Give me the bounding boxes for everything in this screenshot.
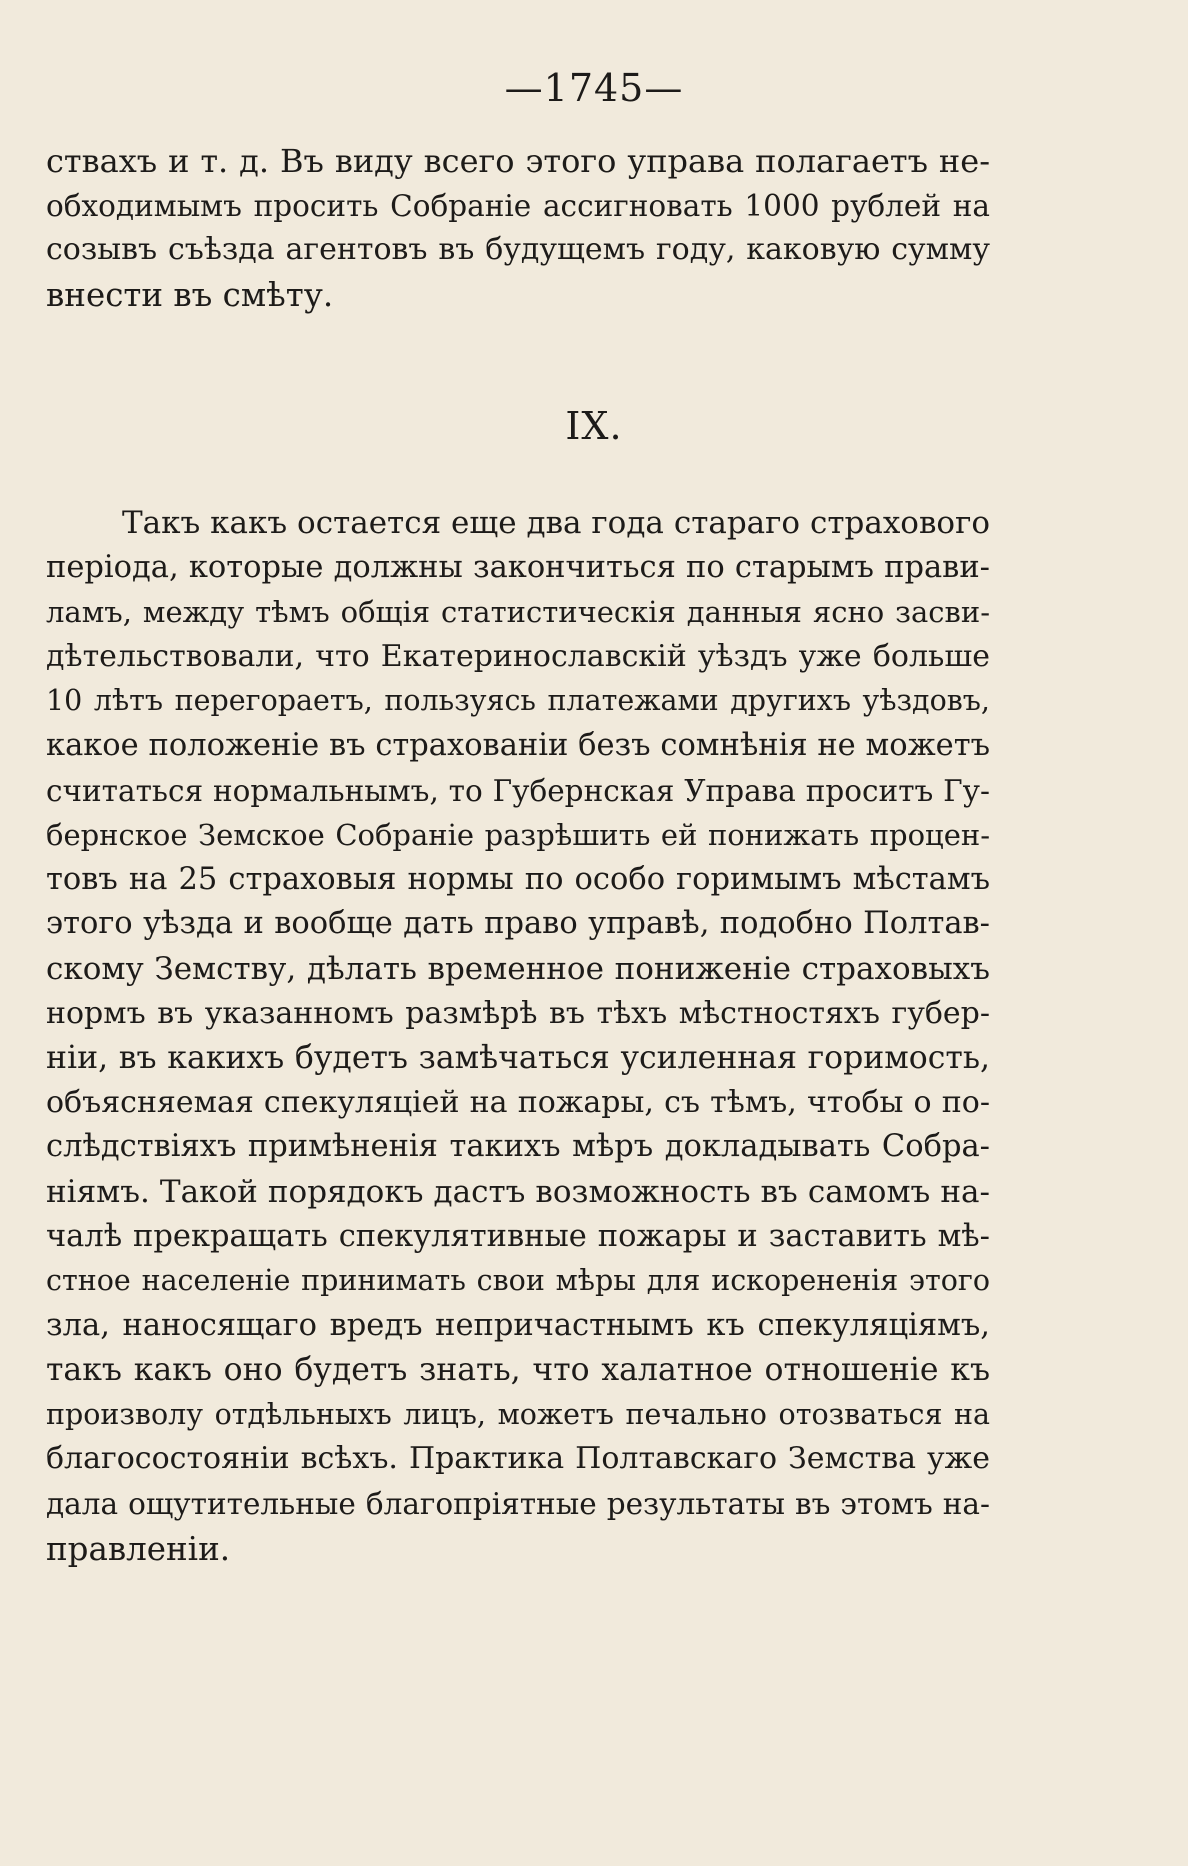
text-line: ламъ, между тѣмъ общія статистическія данныя ясно засви- <box>46 595 990 630</box>
text-line: періода, которые должны закончиться по старымъ прави- <box>46 549 990 585</box>
text-line: произволу отдѣльныхъ лицъ, можетъ печально отозваться на <box>46 1397 990 1431</box>
text-line: какое положеніе въ страхованіи безъ сомнѣнія не можетъ <box>46 727 990 763</box>
section-heading: IX. <box>565 404 623 448</box>
text-line: внести въ смѣту. <box>46 275 334 314</box>
top-paragraph <box>46 139 990 317</box>
text-line: бернское Земское Собраніе разрѣшить ей понижать процен- <box>46 818 990 853</box>
text-line: созывъ съѣзда агентовъ въ будущемъ году, каковую сумму <box>46 232 990 268</box>
text-line: слѣдствіяхъ примѣненія такихъ мѣръ докладывать Собра- <box>46 1129 990 1165</box>
text-line: скому Земству, дѣлать временное пониженіе страховыхъ <box>46 950 990 987</box>
text-line: стное населеніе принимать свои мѣры для искорененія этого <box>46 1264 990 1298</box>
text-line: ніямъ. Такой порядокъ дастъ возможность въ самомъ на- <box>46 1173 990 1210</box>
text-line: благосостояніи всѣхъ. Практика Полтавскаго Земства уже <box>46 1441 990 1477</box>
text-line: зла, наносящаго вредъ непричастнымъ къ спекуляціямъ, <box>46 1307 990 1343</box>
text-line: чалѣ прекращать спекулятивные пожары и заставить мѣ- <box>46 1218 990 1254</box>
text-line: нормъ въ указанномъ размѣрѣ въ тѣхъ мѣстностяхъ губер- <box>46 995 990 1031</box>
text-line: Такъ какъ остается еще два года стараго страхового <box>122 505 990 541</box>
page-number: —1745— <box>504 66 684 110</box>
text-line: ніи, въ какихъ будетъ замѣчаться усиленная горимость, <box>46 1040 990 1077</box>
text-line: дѣтельствовали, что Екатеринославскій уѣздъ уже больше <box>46 638 990 674</box>
text-line: такъ какъ оно будетъ знать, что халатное отношеніе къ <box>46 1352 990 1389</box>
section-paragraph <box>46 501 990 1571</box>
text-line: дала ощутительные благопріятные результаты въ этомъ на- <box>46 1487 990 1522</box>
text-line: 10 лѣтъ перегораетъ, пользуясь платежами другихъ уѣздовъ, <box>46 684 990 718</box>
text-line: объясняемая спекуляціей на пожары, съ тѣмъ, чтобы о по- <box>46 1084 990 1120</box>
text-line: этого уѣзда и вообще дать право управѣ, подобно Полтав- <box>46 906 990 942</box>
text-line: ствахъ и т. д. Въ виду всего этого управа полагаетъ не- <box>46 142 990 180</box>
text-line: товъ на 25 страховыя нормы по особо горимымъ мѣстамъ <box>46 861 990 897</box>
text-line: обходимымъ просить Собраніе ассигновать 1000 рублей на <box>46 188 990 223</box>
text-line: правленіи. <box>46 1529 231 1568</box>
text-line: считаться нормальнымъ, то Губернская Управа проситъ Гу- <box>46 773 990 808</box>
